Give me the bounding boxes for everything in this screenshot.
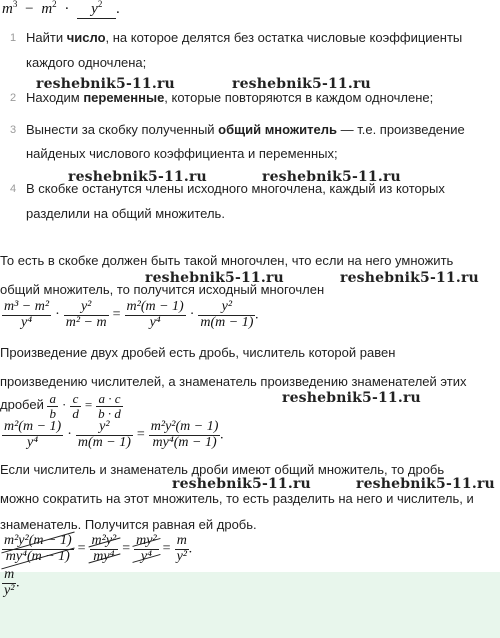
- step-text-line2: каждого одночлена;: [26, 55, 147, 70]
- fraction: $\frac{\text{y²}}{m(m - 1)}$: [200, 299, 254, 330]
- fraction: $\frac{\text{m³ − m²}}{\text{y⁴}}$: [4, 299, 50, 330]
- formula-product: $\frac{\text{m²(m − 1)}}{\text{y⁴}}$ · $\frac{\text{y²}}{m(m - 1)}$ = $\frac{\text{m²y²(m − 1)}}{\text{my⁴(m − 1)}}$ .: [4, 419, 224, 450]
- paragraph-line: произведению числителей, а знаменатель произведению знаменателей этих: [0, 374, 467, 389]
- fraction: $\frac{\text{m²(m − 1)}}{\text{y⁴}}$: [126, 299, 184, 330]
- formula-cancellation: $\frac{\text{m²y²(m − 1)}}{\text{my⁴(m − 1)}}$ = $\frac{\text{m²y²}}{\text{my⁴}}$ = $\frac{\text{my²}}{\text{y⁴}}$ = $\frac{m}{\text{y²}}$ .: [4, 533, 193, 564]
- paragraph-line: Произведение двух дробей есть дробь, числитель которой равен: [0, 345, 396, 360]
- step-text: Находим переменные, которые повторяются в каждом одночлене;: [26, 90, 434, 105]
- paragraph-line: Если числитель и знаменатель дроби имеют общий множитель, то дробь: [0, 462, 445, 477]
- step-number: 2: [10, 92, 17, 104]
- watermark: reshebnik5-11.ru: [145, 270, 284, 286]
- watermark: reshebnik5-11.ru: [282, 390, 421, 406]
- paragraph-line: общий множитель, то получится исходный многочлен: [0, 282, 325, 297]
- top-formula-fraction: $y^2$: [77, 0, 116, 19]
- watermark: reshebnik5-11.ru: [68, 169, 207, 185]
- step-text: Найти число, на которое делятся без остатка числовые коэффициенты: [26, 30, 463, 45]
- fraction: $\frac{\text{y²}}{\text{m² − m}}$: [65, 299, 107, 330]
- watermark: reshebnik5-11.ru: [340, 270, 479, 286]
- paragraph-line: знаменатель. Получится равная ей дробь.: [0, 517, 257, 532]
- watermark: reshebnik5-11.ru: [36, 76, 175, 92]
- answer: $\frac{m}{\text{y²}}$ .: [4, 567, 20, 598]
- step-number: 4: [10, 183, 17, 195]
- paragraph-line: можно сократить на этот множитель, то есть разделить на него и числитель, и: [0, 491, 474, 506]
- top-formula: $m^3 - m^2 \cdot y^2$ .: [2, 0, 121, 17]
- watermark: reshebnik5-11.ru: [232, 76, 371, 92]
- formula-factorization: $\frac{\text{m³ − m²}}{\text{y⁴}}$ · $\frac{\text{y²}}{\text{m² − m}}$ = $\frac{\text{m²(m − 1)}}{\text{y⁴}}$ · $\frac{\text{y²}}{m(m - 1)}$ .: [4, 299, 259, 330]
- rule-line: дробей $\frac{a}{b}$ · $\frac{c}{d}$ = $\frac{a \cdot c}{b \cdot d}$: [0, 391, 121, 421]
- paragraph-line: То есть в скобке должен быть такой многочлен, что если на него умножить: [0, 253, 454, 268]
- top-formula-left: m: [2, 1, 13, 17]
- step-text-line2: разделили на общий множитель.: [26, 206, 225, 221]
- step-number: 3: [10, 124, 17, 136]
- watermark: reshebnik5-11.ru: [262, 169, 401, 185]
- step-text: Вынести за скобку полученный общий множитель — т.е. произведение: [26, 122, 465, 137]
- step-text-line2: найденых числового коэффициента и переменных;: [26, 146, 338, 161]
- answer-box: [0, 572, 500, 638]
- multiplication-rule: $\frac{a}{b}$ · $\frac{c}{d}$ = $\frac{a \cdot c}{b \cdot d}$: [49, 391, 121, 421]
- step-text: В скобке останутся члены исходного многочлена, каждый из которых: [26, 181, 445, 196]
- watermark: reshebnik5-11.ru: [172, 476, 311, 492]
- step-number: 1: [10, 32, 17, 44]
- watermark: reshebnik5-11.ru: [356, 476, 495, 492]
